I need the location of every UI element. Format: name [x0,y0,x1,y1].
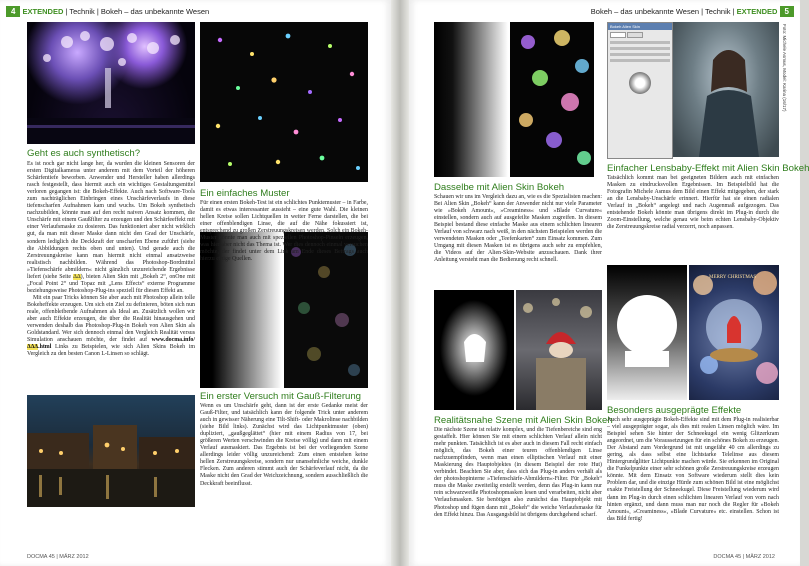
elliptical-mask-image [434,290,514,410]
heading-muster: Ein einfaches Muster [200,188,290,199]
right-header [591,6,794,17]
page-gutter [391,0,409,566]
col1-paragraph-d: Links zu Beispielen, wie sich Alien Skins Bokeh im Vergleich zu den besten Canon L-Linsen so schlägt. [27,344,195,358]
lensbaby-model-photo [673,22,779,157]
heading-gauss: Ein erster Versuch mit Gauß-Filterung [200,391,362,402]
red-hat-scene-photo [516,290,602,410]
right-column-2-text-b: Auch sehr ausgeprägte Bokeh-Effekte sind mit dem Plug-in realisierbar – viel ausgeprägter sogar, als dies mit realen Linsen möglich wäre. Im Beispiel sehen Sie hinter der Schneekugel ein wenig Glitzerkram angeordnet, um die Voraussetzungen für ein schönes Bokeh zu erzeugen. Der Abstand zum Vordergrund ist mit ungefähr 40 cm allerdings zu gering, als dass selbst eine lichtstarke Telelinse aus diesem Hintergrundglitter Lichtpunkte machen würde. Sie erkennen im Original die Funkelpunkte einer sehr schönen große Zerstreuungskreise erzeugen könnte. Mit dem Einsatz von Software wiederum stellt dies kein Problem dar, und die einzige Hürde zum schönen Bild ist eine möglichst exakte Freistellung der Schneekugel. Diese Freistellung wiederum wird dann im Plug-in durch einen schlichten linearen Verlauf von vorn nach hinten ergänzt, und dann muss man nur noch die Regler für »Bokeh Amount«, »Creaminess«, »Blade Curvature« etc. einstellen. Schon ist das Bild fertig! [607,417,779,522]
col1-paragraph-b: ), bieten Alien Skin mit „Bokeh 2“, onOne mit „Focal Point 2“ und Topaz mit „Lens Effects“ externe Programme beziehungsweise Photoshop-Plug-ins speziell für diesen Effekt an. [27,273,195,294]
right-column-2-text-a: Tatsächlich kommt man bei geeigneten Bildern auch mit einfachen Masken zu eindrucksvollen Ergebnissen. Im Beispielbild hat die Fotografin Michele Asmus dem Bild einen Effekt mitgegeben, der stark an die Lensbaby-Unschärfe erinnert. Hierfür hat sie einen radialen Verlauf in „Bokeh“ angelegt und nach Augenmaß aufgezogen. Das entstehende Bokeh könnte man übrigens direkt im Plug-in durch die Zoom-Einstellung, welche genau wie beim echten Lensbaby-Objektiv die Zerstreuungskreise radial verzerrt, noch anpassen. [607,175,779,231]
mask-ellipse-shape [434,290,514,410]
plugin-sliders[interactable] [610,41,670,62]
plugin-tabs[interactable] [610,32,670,38]
venice-buildings [27,395,195,507]
snowglobe-bokeh-photo [689,265,779,400]
right-column-1-text-a: Schauen wir uns im Vergleich dazu an, wie es die Spezialisten machen: Bei Alien Skin „Bokeh“ kann der Anwender nicht nur viele Parameter wie »Bokeh Amount«, »Creaminess« und »Blade Curvature« einstellen, sondern auch auf ausgefeilte Masken zugreifen. In diesem Beispiel bestand diese einfache Maske aus einem schlichten linearen Verlauf von schwarz nach weiß, in den nächsten Beispielen werden die verwendeten Masken oder „Teefenkarten“ zum Einsatz kommen. Zum Umgang mit diesen Masken ist es übrigens auch sehr zu empfehlen, die Videos auf der Alien-Skin-Website anzuschauen. Dank ihrer Anleitung versteht man die Bedienung recht schnell. [434,194,602,264]
plugin-preview-circle [629,72,651,94]
heading-alien: Dasselbe mit Alien Skin Bokeh [434,182,565,193]
alien-skin-gradient-mask [434,22,508,177]
col1-highlight-page-ref: ΔΔ [73,273,81,280]
street-bokeh-lights [27,22,195,144]
right-footer: DOCMA 45 | MÄRZ 2012 [713,554,775,560]
left-header-title: | Technik | Bokeh – das unbekannte Wesen [65,7,210,16]
left-header [6,6,209,17]
heading-besonders: Besonders ausgeprägte Effekte [607,405,742,416]
right-header-section: EXTENDED [736,7,778,16]
bokeh-plugin-window [607,22,673,159]
street-night-photo [27,22,195,144]
heading-synthetisch: Geht es auch synthetisch? [27,148,141,159]
colored-points-sharp [200,22,368,182]
venice-night-photo [27,395,195,507]
left-page-number: 4 [6,6,20,17]
right-header-title: Bokeh – das unbekannte Wesen | Technik | [590,7,735,16]
left-page [0,0,391,566]
snowglobe-mask-image [607,265,687,400]
model-silhouette [673,22,779,157]
col1-highlight-url: ΔΔΔ [27,344,39,351]
left-column-2-text-a: Für einen ersten Bokeh-Test ist ein schlichtes Punktemuster – in Farbe, damit es etwas interessanter aussieht – eine gute Wahl. Die kleinen hellen Kreise sollen Lichtquellen in weiter Ferne darstellen, die bei einer offenblendigen Linse, die auf die Nähe fokussiert ist, entsprechend zu großen Zerstreuungskreisen werden. Solch ein Bokeh-Muster könnte man auch mit speziellen Photoshop-Pinseln erzeugen, was hier aber nicht das Thema ist. Wer dies dennoch einmal versuchen möchte, der findet unter dem Link am Ende dieses Beitrags auch hierzu einige Quellen. [200,200,368,263]
right-column-1-text-b: Die nächste Szene ist relativ komplex, und die Tiefenbereiche sind eng gestaffelt. Hier können Sie mit einem schlichten Verlauf allein nicht mehr punkten. Tatsächlich ist es aber auch in diesem Fall recht einfach möglich, das Bokeh einer teuren offenblendigen Linse nachzuempfinden, wenn man einen elliptischen Verlauf mit einer Maskierung des Hauptobjektes (in diesem Beispiel der rote Hut) verbindet. Beachten Sie aber, dass sich das Plug-in anders verhält als der photoshopinterne »Tiefenschärfe-Abmildern«-Filter. Für „Bokeh“ muss die Maske zweiteilig erstellt werden, denn das Plug-in kann nur rein schwarzweiße Photoshopmasken lesen und verarbeiten, nicht aber Verlaufsmasken. Sie benötigen also zunächst das Hauptobjekt mit Photoshop und fügen dann mit „Bokeh“ die weiche Verlaufsmaske für den Effekt hinzu. Das Ausgangsbild ist übrigens durchgehend scharf. [434,427,602,518]
heading-lensbaby: Einfacher Lensbaby-Effekt mit Alien Skin Bokeh [607,163,809,174]
heading-realistisch: Realitätsnahe Szene mit Alien Skin Bokeh [434,415,613,426]
snowglobe-scene [689,265,779,400]
docma-link[interactable]: www.docma.info/ΔΔΔ.html [27,337,195,351]
snowglobe-silhouette [607,265,687,400]
plugin-titlebar: Bokeh Alien Skin [608,23,672,30]
photo-credit: Foto: Michele Asmus, Model: Karina (16/17) [782,24,787,112]
left-column-2-text-b: Wenn es um Unschärfe geht, dann ist der erste Gedanke meist der Gauß-Filter, und tatsächlich kann der folgende Trick unter anderem auch in gewisser Näherung eine Tilt-Shift- oder Makrolinse nachbilden (siehe Bild links). Zunächst wird das Lichtpunktmuster (oben) dupliziert, „gaußgeglättet“ (hier mit einem Radius von 17, bei größeren Werten verschwinden die Kreise völlig) und dann mit einem Verlauf ausmaskiert. Das Ergebnis ist bei der vorliegenden Szene allerdings leider völlig unzureichend: Zum einen entstehen keine hellen Zerstreuungskreise, sondern nur unansehnliche weiche, dunkle Flecken. Zum anderen stimmt auch der Schärfeverlauf nicht, da die Maske nicht den Grad der Weichzeichnung, sondern ausschließlich die Deckkraft beeinflusst. [200,403,368,487]
col1-paragraph-c: Mit ein paar Tricks können Sie aber auch mit Photoshop allein tolle Bokeheffekte erzeugen. Um sich ein Ziel zu definieren, böten sich nun reale, offenbleibende Aufnahmen als Ideal an. Zusätzlich wollen wir aber auch Effekte erzeugen, die über die Realität hinausgehen und verwenden deshalb das Photoshop-Plug-in Bokeh von Alien Skin als Goldstandard. Wer sich dennoch einmal den Vergleich Realität versus Simulation anschauen möchte, der findet auf [27,294,195,344]
right-page [409,0,809,566]
bokeh-circles-colored [510,22,594,177]
dot-pattern-sharp [200,22,368,182]
left-header-section: EXTENDED [22,7,64,16]
left-column-1-text [27,161,195,391]
snowglobe-caption: MERRY CHRISTMAS [709,275,757,280]
alien-skin-bokeh-dots [510,22,594,177]
right-page-number: 5 [780,6,794,17]
col1-paragraph-a: Es ist noch gar nicht lange her, da wurden die kleinen Sensoren der ersten Digitalkameras unter anderem mit dem Vorteil der höheren Schärfentiefe beworben. Anwender und Hersteller haben allerdings rasch festgestellt, dass hiermit auch ein wichtiges Gestaltungsmittel verloren gegangen ist: die Bokeh-Effekte. Auch nach Software-Tools zum nachträglichen Einbringen eines Unschärfeverlaufs in diese tiefenscharfen Aufnahmen kam und wuchs. Um Bokeh synthetisch nachzubilden, könnte man auf den recht naiven Ansatz kommen, die Unschärfe mit einem Gaußfilter zu erzeugen und den Schärfeeffekt mit einer Verlaufsmaske zu dosieren. Das funktioniert aber nicht wirklich gut, da man mit dieser Maske dann nicht den Grad der Unschärfe, sondern lediglich die Deckkraft der unscharfen Ebene zuführt (siehe die Abbildungen rechts oben und unten). Und gerade auch die Zerstreuungskreise kann man hiermit nicht einmal ansatzweise realistisch nachbilden. Während das Photoshop-Bordmittel »Tiefenschärfe abmildern« nicht gänzlich unzureichende Ergebnisse liefert (siehe Seite [27,161,195,280]
red-hat-figure [516,290,602,410]
left-footer: DOCMA 45 | MÄRZ 2012 [27,554,89,560]
